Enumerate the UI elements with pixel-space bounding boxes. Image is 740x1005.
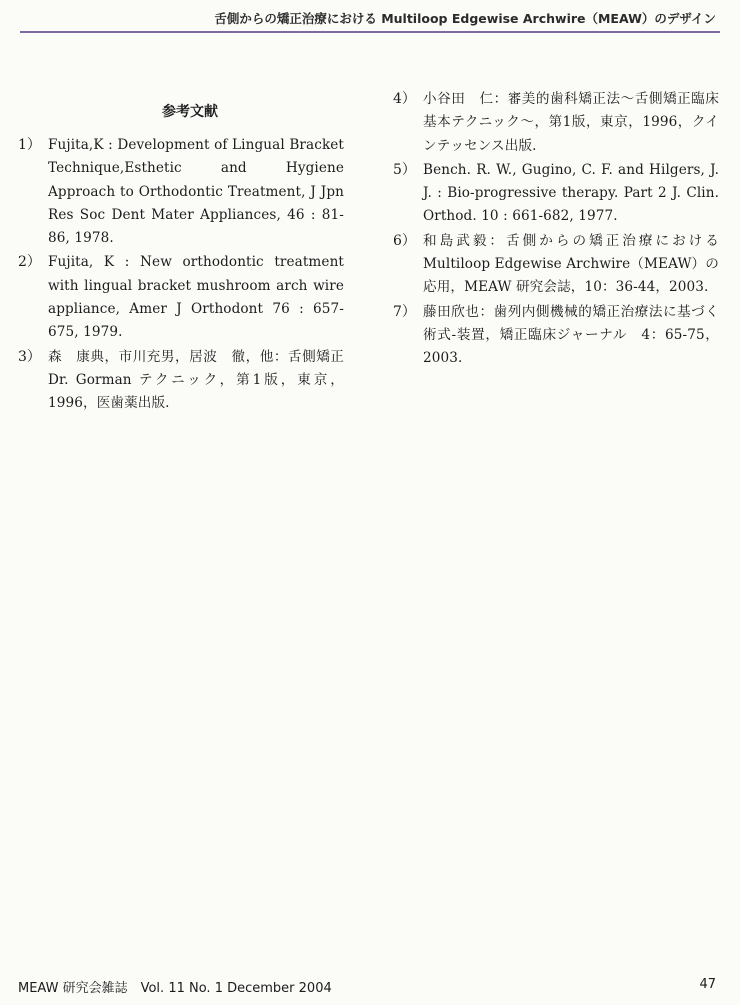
reference-item xyxy=(393,230,719,300)
reference-number: 6） xyxy=(393,232,416,249)
reference-item xyxy=(393,301,719,371)
reference-item xyxy=(18,346,344,416)
reference-number: 7） xyxy=(393,303,416,320)
reference-number: 2） xyxy=(18,254,41,271)
reference-text: Fujita,K : Development of Lingual Bracket Technique,Esthetic and Hygiene Approach to Orthodontic Treatment, J Jpn Res Soc Dent Mater Appliances, 46 : 81-86, 1978. xyxy=(48,137,344,247)
reference-number: 5） xyxy=(393,161,416,178)
footer-journal-info: MEAW 研究会雑誌 Vol. 11 No. 1 December 2004 xyxy=(18,981,332,996)
section-heading: 参考文献 xyxy=(162,104,218,120)
reference-text: 森 康典，市川充男，居波 徹，他：舌側矯正 Dr. Gorman テクニック，第1版，東京，1996，医歯薬出版. xyxy=(48,348,344,412)
reference-item xyxy=(18,251,344,344)
header-rule xyxy=(20,31,720,33)
page-number: 47 xyxy=(699,977,716,992)
reference-number: 1） xyxy=(18,137,41,153)
running-header: 舌側からの矯正治療における Multiloop Edgewise Archwire（MEAW）のデザイン xyxy=(214,11,716,26)
reference-item xyxy=(393,159,719,229)
reference-number: 3） xyxy=(18,348,41,365)
reference-number: 4） xyxy=(393,91,416,107)
reference-item xyxy=(18,134,344,250)
reference-text: 藤田欣也：歯列内側機械的矯正治療法に基づく術式-装置，矯正臨床ジャーナル 4：65-75，2003. xyxy=(423,303,719,367)
reference-text: 和島武毅：舌側からの矯正治療における Multiloop Edgewise Archwire（MEAW）の応用，MEAW 研究会誌，10：36-44，2003. xyxy=(423,232,719,296)
reference-list-left xyxy=(18,134,344,417)
reference-text: Fujita, K : New orthodontic treatment with lingual bracket mushroom arch wire appliance, Amer J Orthodont 76 : 657-675, 1979. xyxy=(48,254,344,341)
reference-text: 小谷田 仁：審美的歯科矯正法～舌側矯正臨床基本テクニック～，第1版，東京，1996，クインテッセンス出版. xyxy=(423,91,719,154)
reference-list-right xyxy=(393,88,719,372)
reference-item xyxy=(393,88,719,158)
reference-text: Bench. R. W., Gugino, C. F. and Hilgers, J. J. : Bio-progressive therapy. Part 2 J. Clin. Orthod. 10 : 661-682, 1977. xyxy=(423,161,719,225)
